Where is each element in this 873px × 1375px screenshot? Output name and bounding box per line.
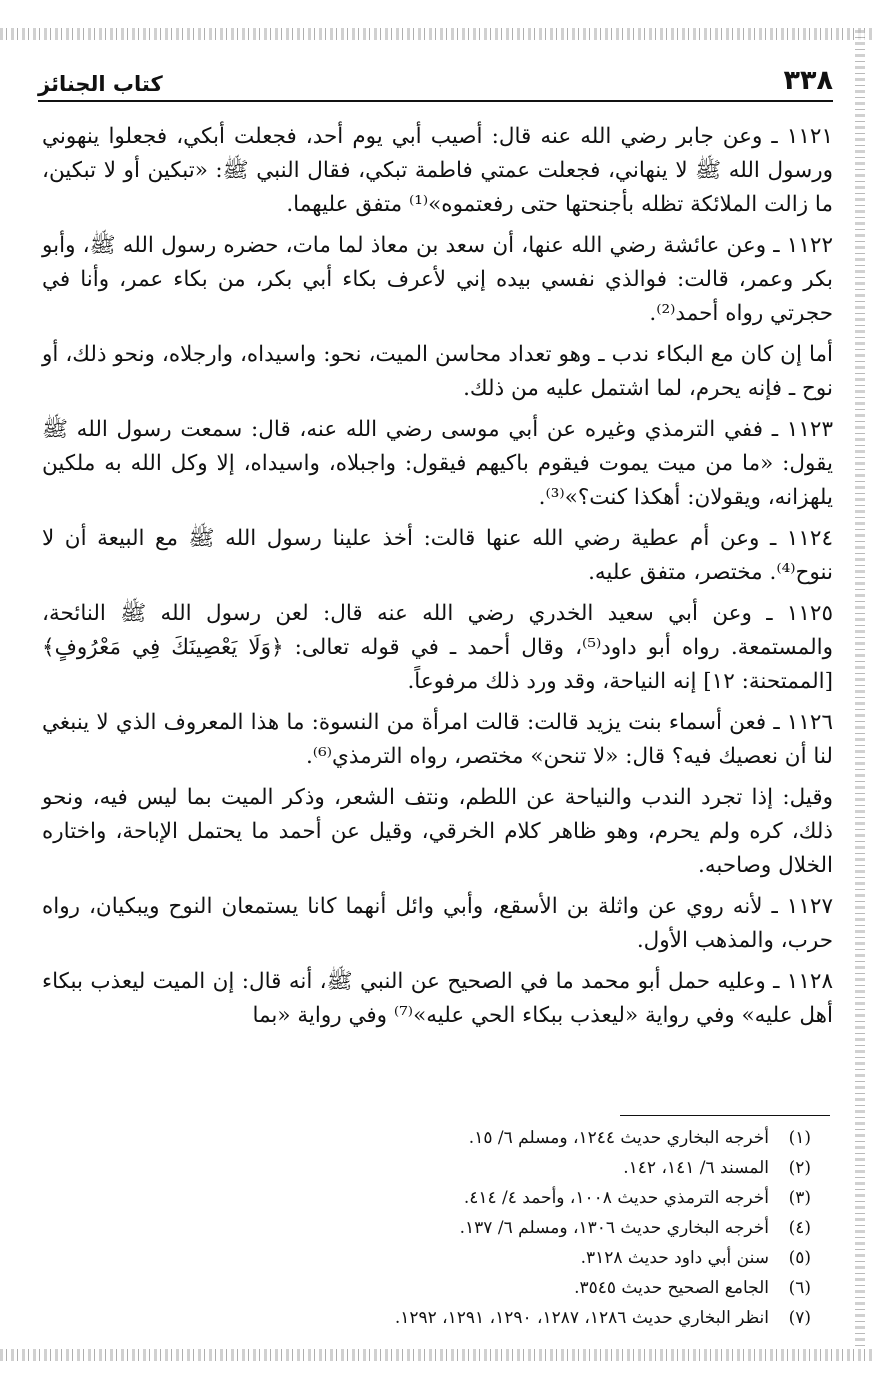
page-number: ٣٣٨: [783, 65, 833, 96]
top-ornamental-border: [0, 28, 873, 40]
paragraph-1128: ١١٢٨ ـ وعليه حمل أبو محمد ما في الصحيح عن النبي ﷺ، أنه قال: إن الميت ليعذب ببكاء أهل عليه» وفي رواية «ليعذب ببكاء الحي عليه»⁽⁷⁾ وفي رواية «بما: [42, 969, 833, 1028]
paragraph-1122: ١١٢٢ ـ وعن عائشة رضي الله عنها، أن سعد بن معاذ لما مات، حضره رسول الله ﷺ، وأبو بكر وعمر، قالت: فوالذي نفسي بيده إني لأعرف بكاء أبي بكر، من بكاء عمر، وأنا في حجرتي رواه أحمد⁽²⁾.: [42, 233, 833, 326]
paragraph-1124: ١١٢٤ ـ وعن أم عطية رضي الله عنها قالت: أخذ علينا رسول الله ﷺ مع البيعة أن لا ننوح⁽⁴⁾. مختصر، متفق عليه.: [42, 526, 833, 585]
footnote-number: (٥): [788, 1248, 811, 1268]
footnote-text: انظر البخاري حديث ١٢٨٦، ١٢٨٧، ١٢٩٠، ١٢٩١، ١٢٩٢.: [394, 1308, 769, 1328]
footnote-number: (٢): [788, 1158, 811, 1178]
footnote: [60, 1213, 811, 1243]
page-header: [38, 62, 833, 102]
book-title: كتاب الجنائز: [38, 72, 163, 96]
footnote-divider: [620, 1115, 830, 1117]
paragraph-qil: وقيل: إذا تجرد الندب والنياحة عن اللطم، ونتف الشعر، وذكر الميت بما ليس فيه، ونحو ذلك، كره ولم يحرم، وهو ظاهر كلام الخرقي، وقيل عن أحمد ما يحتمل الإباحة، واختاره الخلال وصاحبه.: [42, 785, 833, 878]
bottom-ornamental-border: [0, 1349, 873, 1361]
paragraph-1127: ١١٢٧ ـ لأنه روي عن واثلة بن الأسقع، وأبي وائل أنهما كانا يستمعان النوح ويبكيان، رواه حرب، والمذهب الأول.: [42, 894, 833, 953]
footnote-text: أخرجه الترمذي حديث ١٠٠٨، وأحمد ٤/ ٤١٤.: [463, 1188, 769, 1208]
paragraph-1126: ١١٢٦ ـ فعن أسماء بنت يزيد قالت: قالت امرأة من النسوة: ما هذا المعروف الذي لا ينبغي لنا أن نعصيك فيه؟ قال: «لا تنحن» مختصر، رواه الترمذي⁽⁶⁾.: [42, 710, 833, 769]
footnote-text: المسند ٦/ ١٤١، ١٤٢.: [623, 1158, 769, 1178]
footnote: [60, 1303, 811, 1333]
side-ornamental-border: [855, 30, 865, 1350]
footnotes: [60, 1123, 811, 1333]
footnote-number: (٣): [788, 1188, 811, 1208]
footnote: [60, 1243, 811, 1273]
paragraph-1123: ١١٢٣ ـ ففي الترمذي وغيره عن أبي موسى رضي الله عنه، قال: سمعت رسول الله ﷺ يقول: «ما من ميت يموت فيقوم باكيهم فيقول: واجبلاه، واسيداه، إلا وكل الله به ملكين يلهزانه، ويقولان: أهكذا كنت؟»⁽³⁾.: [42, 417, 833, 510]
footnote: [60, 1183, 811, 1213]
footnote-number: (٧): [788, 1308, 811, 1328]
main-text: [42, 120, 833, 1040]
footnote-text: الجامع الصحيح حديث ٣٥٤٥.: [574, 1278, 769, 1298]
footnote-text: أخرجه البخاري حديث ١٢٤٤، ومسلم ٦/ ١٥.: [468, 1128, 769, 1148]
footnote-text: سنن أبي داود حديث ٣١٢٨.: [580, 1248, 769, 1268]
footnote: [60, 1273, 811, 1303]
paragraph-1121: ١١٢١ ـ وعن جابر رضي الله عنه قال: أصيب أبي يوم أحد، فجعلت أبكي، فجعلوا ينهوني ورسول الله ﷺ لا ينهاني، فجعلت عمتي فاطمة تبكي، فقال النبي ﷺ: «تبكين أو لا تبكين، ما زالت الملائكة تظله بأجنحتها حتى رفعتموه»⁽¹⁾ متفق عليهما.: [42, 124, 833, 217]
footnote: [60, 1153, 811, 1183]
footnote-number: (٦): [788, 1278, 811, 1298]
footnote-number: (١): [788, 1128, 811, 1148]
footnote: [60, 1123, 811, 1153]
paragraph-1125: ١١٢٥ ـ وعن أبي سعيد الخدري رضي الله عنه قال: لعن رسول الله ﷺ النائحة، والمستمعة. رواه أبو داود⁽⁵⁾، وقال أحمد ـ في قوله تعالى: ﴿وَلَا يَعْصِينَكَ فِي مَعْرُوفٍ﴾ [الممتحنة: ١٢] إنه النياحة، وقد ورد ذلك مرفوعاً.: [42, 601, 833, 694]
footnote-number: (٤): [788, 1218, 811, 1238]
paragraph-nadb: أما إن كان مع البكاء ندب ـ وهو تعداد محاسن الميت، نحو: واسيداه، وارجلاه، ونحو ذلك، أو نوح ـ فإنه يحرم، لما اشتمل عليه من ذلك.: [42, 342, 833, 401]
footnote-text: أخرجه البخاري حديث ١٣٠٦، ومسلم ٦/ ١٣٧.: [459, 1218, 769, 1238]
